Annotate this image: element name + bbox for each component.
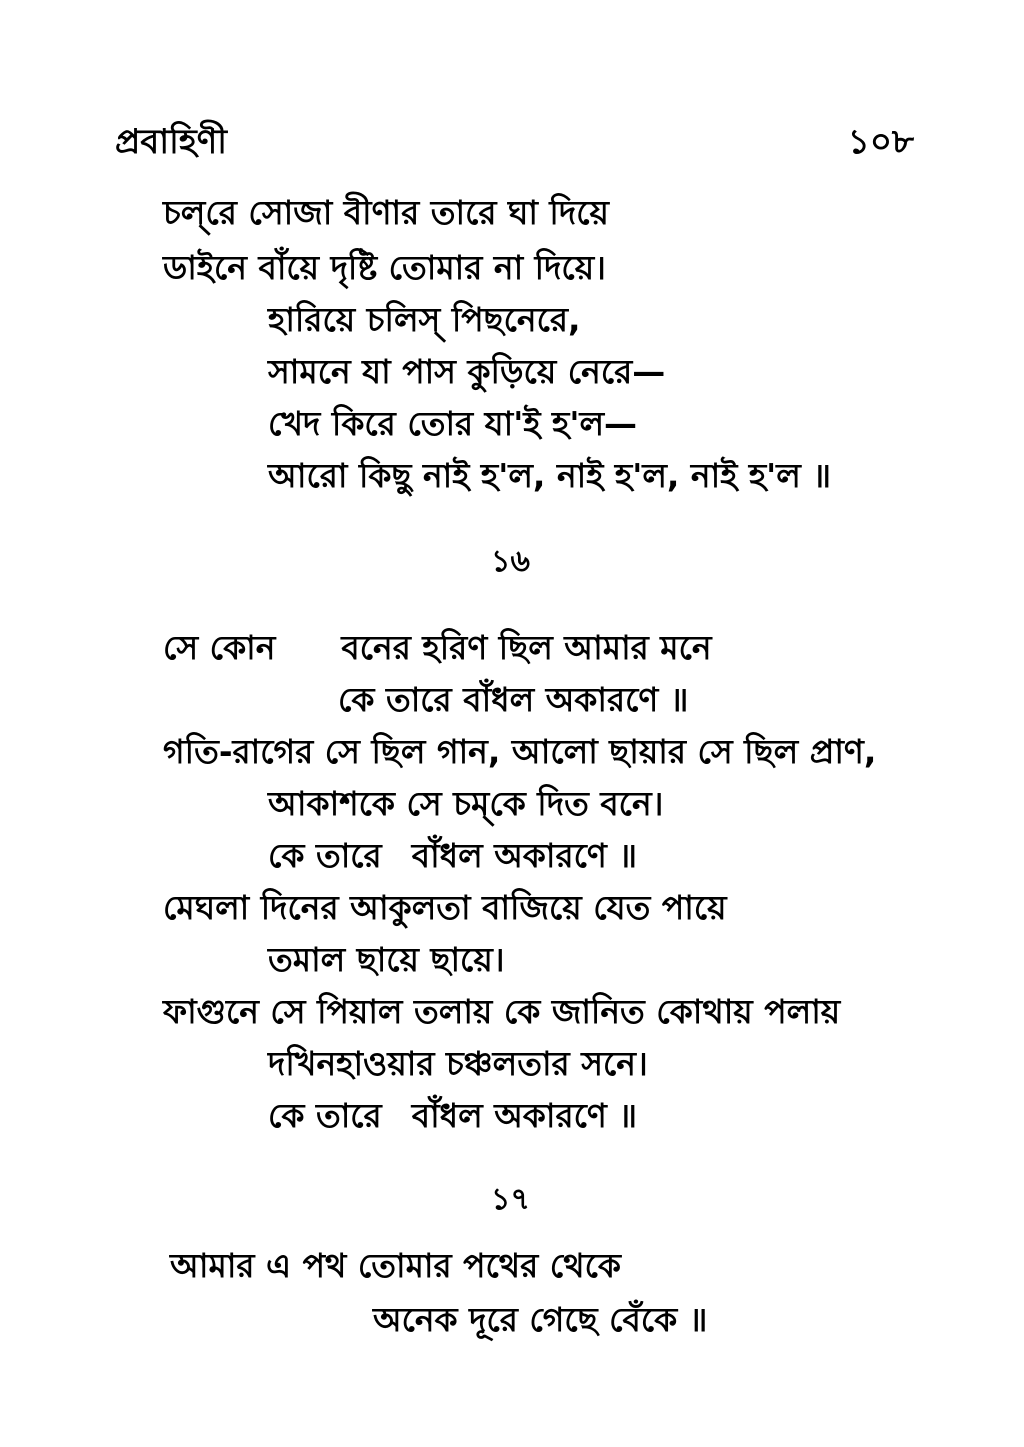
verse-line: তমাল ছায়ে ছায়ে। [268,940,505,979]
verse-line: চল্‌রে সোজা বীণার তারে ঘা দিয়ে [163,193,609,232]
running-header-title: প্রবাহিণী [115,122,228,162]
verse-fragment: কে তারে [268,836,382,875]
verse-line: সামনে যা পাস কুড়িয়ে নেরে— [268,352,666,391]
verse-line: ডাইনে বাঁয়ে দৃষ্টি তোমার না দিয়ে। [163,248,606,287]
verse-line [268,1096,637,1136]
verse-line: ফাগুনে সে পিয়াল তলায় কে জানিত কোথায় পলায় [163,992,841,1031]
verse-fragment: সে কোন [163,628,276,667]
verse-line: দখিনহাওয়ার চঞ্চলতার সনে। [268,1044,648,1083]
page-number: ১০৮ [847,122,914,162]
verse-line: কে তারে বাঁধল অকারণে ॥ [338,680,689,719]
verse-line [268,836,637,876]
verse-line: আমার এ পথ তোমার পথের থেকে [170,1246,621,1285]
verse-line: আকাশকে সে চম্‌কে দিত বনে। [268,784,664,823]
verse-line: খেদ কিরে তোর যা'ই হ'ল— [268,404,638,443]
verse-line: গতি-রাগের সে ছিল গান, আলো ছায়ার সে ছিল প্রাণ, [163,732,877,771]
verse-fragment: বনের হরিণ ছিল আমার মনে [341,628,712,667]
verse-fragment: বাঁধল অকারণে ॥ [411,836,637,875]
verse-line: মেঘলা দিনের আকুলতা বাজিয়ে যেত পায়ে [163,888,727,927]
verse-line: অনেক দূরে গেছে বেঁকে ॥ [373,1300,708,1339]
verse-fragment: কে তারে [268,1096,382,1135]
verse-line [163,628,712,668]
verse-line: হারিয়ে চলিস্‌ পিছনেরে, [268,300,581,339]
song-number: ১৬ [491,544,530,579]
song-number: ১৭ [491,1182,530,1217]
verse-fragment: বাঁধল অকারণে ॥ [411,1096,637,1135]
verse-line: আরো কিছু নাই হ'ল, নাই হ'ল, নাই হ'ল ॥ [268,456,832,495]
